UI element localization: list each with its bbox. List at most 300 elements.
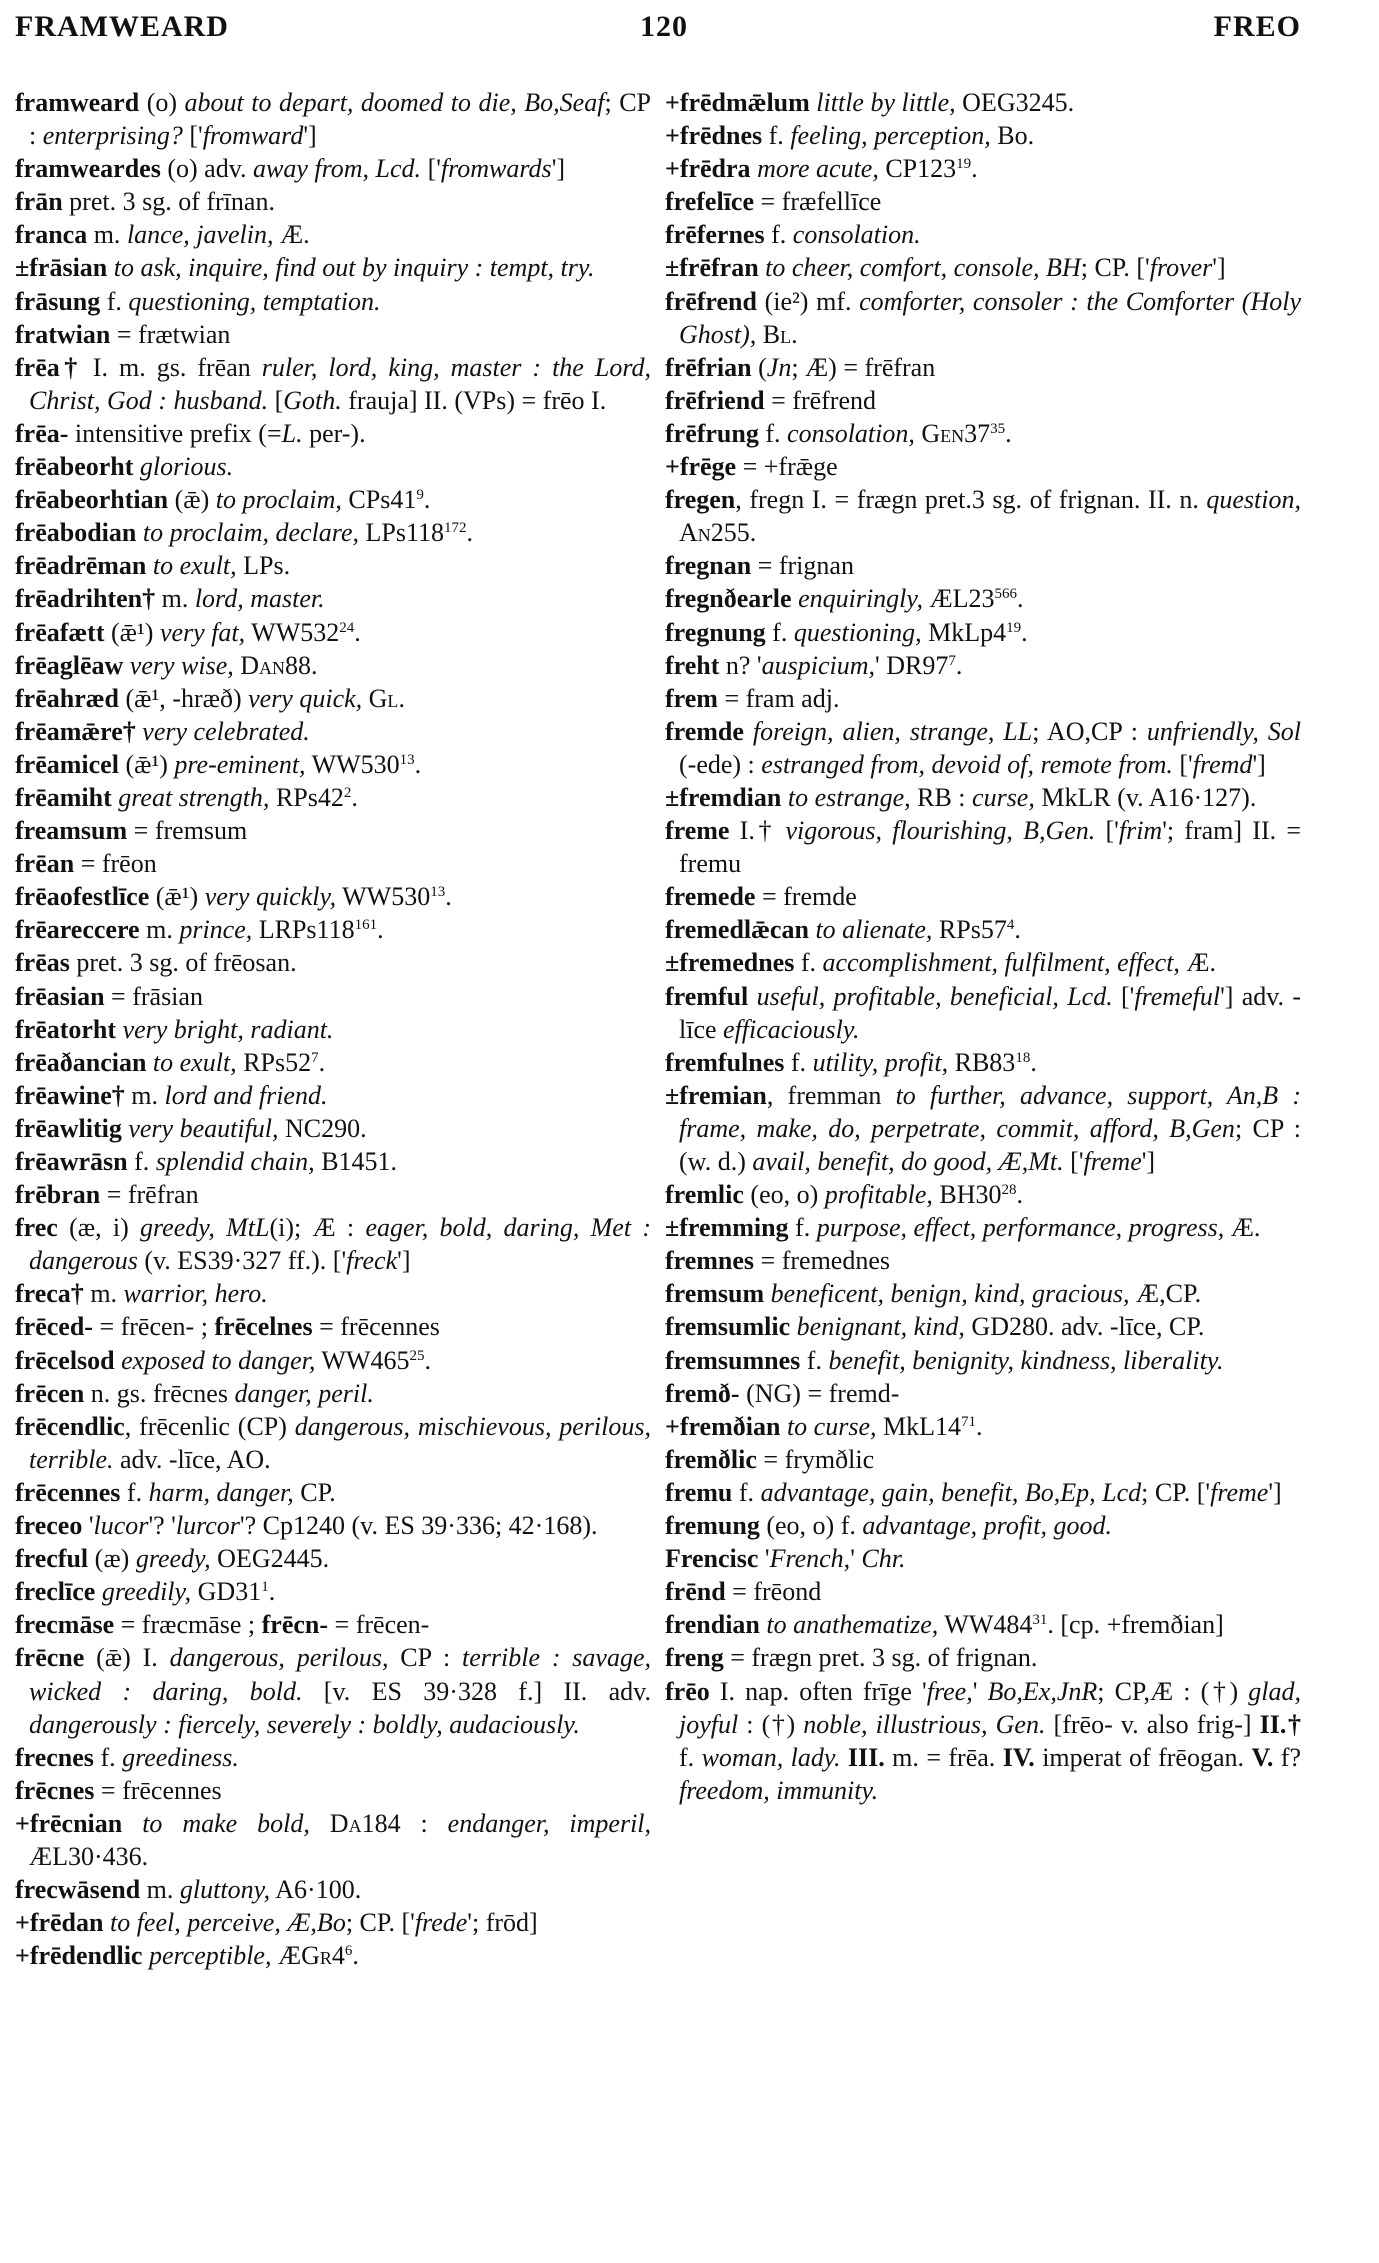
dictionary-entry [15, 682, 651, 715]
headword: frēawlitig [15, 1113, 122, 1143]
entry-text: B1451. [314, 1147, 398, 1176]
entry-text: '] adv. -līce [679, 981, 1302, 1044]
dictionary-entry [15, 483, 651, 516]
dictionary-entry [665, 185, 1301, 218]
entry-text: , fremman [766, 1080, 896, 1110]
dictionary-entry [665, 417, 1301, 450]
headword: +frēdra [665, 154, 751, 184]
entry-text: III. [847, 1742, 885, 1772]
entry-text: . [424, 1345, 431, 1375]
entry-text: ; CP : [29, 88, 651, 151]
headword: fregnðearle [665, 584, 792, 614]
dictionary-entry [15, 814, 651, 847]
headword: frēatorht [15, 1014, 117, 1044]
dictionary-entry [665, 450, 1301, 483]
headword: frēas [15, 948, 70, 978]
dictionary-entry [665, 218, 1301, 251]
headword: framweard [15, 88, 140, 117]
entry-text: 37 [964, 418, 991, 448]
entry-text: lord and friend. [164, 1080, 328, 1110]
entry-text: = frēcen- [328, 1610, 430, 1640]
headword: fremede [665, 882, 756, 912]
entry-text: LRPs118 [252, 915, 355, 945]
entry-text: estranged from, devoid of, remote from. [761, 749, 1173, 779]
superscript-ref: 28 [1001, 1182, 1017, 1199]
entry-text: (ǣ¹, -hræð) [118, 683, 249, 713]
entry-text: RB : [910, 782, 973, 812]
dictionary-entry [15, 1741, 651, 1774]
headword: frēareccere [15, 915, 140, 945]
entry-text: dangerous, perilous, [169, 1643, 389, 1673]
entry-text: f. [758, 418, 788, 448]
entry-text: dangerously : fiercely, severely : boldly, audaciously. [29, 1709, 580, 1739]
entry-text: comforter, consoler : the Comforter (Holy Ghost), [679, 286, 1301, 349]
right-column [665, 86, 1301, 1807]
entry-text: (v. ES39·327 ff.). [' [137, 1246, 347, 1276]
headword: franca [15, 220, 88, 250]
entry-text: adv. -līce, AO. [113, 1444, 271, 1474]
entry-text: f. [762, 121, 791, 151]
entry-text: m. [140, 1875, 180, 1905]
headword: fremsumnes [665, 1345, 801, 1375]
headword: fremung [665, 1511, 760, 1541]
entry-text: very beautiful, [128, 1113, 279, 1143]
headword: framweardes [15, 154, 161, 184]
headword: +frēdnes [665, 121, 763, 151]
headword: frēfrung [665, 418, 759, 448]
entry-text: accomplishment, fulfilment, effect, [822, 948, 1180, 978]
headword: freht [665, 650, 720, 680]
entry-text: (i); Æ : [269, 1213, 366, 1243]
dictionary-entry [15, 715, 651, 748]
entry-text: . [955, 650, 963, 680]
superscript-ref: 161 [354, 917, 378, 934]
entry-text: . [398, 683, 405, 713]
entry-text: dangerous, mischievous, perilous, terrible. [29, 1411, 651, 1474]
entry-text: to further, advance, support, An,B : frame, make, do, perpetrate, commit, afford, B,Gen [679, 1080, 1302, 1143]
entry-text: very bright, radiant. [122, 1014, 334, 1044]
entry-text: freme [1210, 1477, 1269, 1507]
dictionary-entry [15, 1575, 651, 1608]
headword: frecmāse [15, 1610, 115, 1640]
headword: frēabeorhtian [15, 485, 169, 515]
dictionary-entry [15, 1046, 651, 1079]
headword: frec [15, 1213, 58, 1243]
entry-text: fromwards [440, 154, 552, 184]
entry-text: = fræfellīce [754, 187, 882, 217]
headword: frēasian [15, 981, 105, 1011]
dictionary-entry [665, 285, 1301, 351]
dictionary-entry [665, 980, 1301, 1046]
superscript-ref: 19 [956, 156, 972, 173]
superscript-ref: 7 [948, 652, 956, 669]
dictionary-entry [665, 549, 1301, 582]
entry-text: consolation, [787, 418, 915, 448]
entry-text: freck [346, 1246, 398, 1276]
dictionary-entry [15, 1145, 651, 1178]
entry-text: to exult, [152, 551, 237, 581]
entry-text: CP123 [878, 154, 957, 184]
entry-text: f. [764, 220, 793, 250]
entry-text: useful, profitable, beneficial, Lcd. [756, 981, 1113, 1011]
dictionary-entry [15, 913, 651, 946]
entry-text: [' [421, 154, 441, 184]
entry-text: WW465 [315, 1345, 410, 1375]
entry-text: lord, master. [194, 584, 325, 614]
entry-text: m. = frēa. [884, 1742, 1003, 1772]
dictionary-entry [665, 1641, 1301, 1674]
entry-text: (NG) = fremd- [739, 1378, 900, 1408]
dictionary-entry [15, 185, 651, 218]
entry-text: greedy, [135, 1544, 211, 1574]
entry-text: A6·100. [270, 1875, 362, 1905]
entry-text: f. [127, 1147, 156, 1176]
dictionary-entry [15, 781, 651, 814]
entry-text: to make bold, [142, 1808, 310, 1838]
entry-text: ; CP. [' [1080, 253, 1150, 283]
entry-text: GD31 [191, 1577, 262, 1607]
entry-text: Goth. [283, 385, 342, 415]
entry-text: (-ede) : [679, 749, 762, 779]
dictionary-entry [665, 1211, 1301, 1244]
headword: frēfernes [665, 220, 765, 250]
headword: ±frāsian [15, 253, 108, 283]
entry-text: '] [1141, 1147, 1156, 1176]
dictionary-entry [665, 1410, 1301, 1443]
headword: frēcelsod [15, 1345, 115, 1375]
entry-text: ( [751, 352, 767, 382]
headword: fremfulnes [665, 1047, 785, 1077]
dictionary-entry [665, 1344, 1301, 1377]
entry-text: greediness. [122, 1742, 239, 1772]
left-column [15, 86, 651, 1972]
entry-text: Æ,CP. [1129, 1279, 1202, 1309]
headword: fremsumlic [665, 1312, 791, 1342]
dictionary-entry [15, 616, 651, 649]
headword: frēadrihten† [15, 584, 156, 614]
entry-text: Gen [921, 418, 965, 448]
entry-text: frauja] II. (VPs) = frēo I. [341, 385, 607, 415]
headword: frēan [15, 849, 75, 879]
entry-text: away from, Lcd. [253, 154, 422, 184]
headword: frēa† [15, 352, 82, 382]
entry-text: perceptible, [148, 1941, 272, 1971]
entry-text: consolation. [792, 220, 921, 250]
entry-text: French, [769, 1544, 851, 1574]
entry-text: benefit, benignity, kindness, liberality. [828, 1345, 1224, 1375]
entry-text: (ǣ) I. [84, 1643, 170, 1673]
entry-text: [' [1063, 1147, 1084, 1176]
entry-text: ' [758, 1544, 770, 1574]
superscript-ref: 566 [994, 586, 1018, 603]
entry-text: terrible : savage, wicked : daring, bold. [29, 1643, 651, 1706]
entry-text: to cheer, comfort, console, BH [765, 253, 1081, 283]
entry-text: RPs42 [269, 782, 344, 812]
entry-text: (ǣ¹) [104, 617, 160, 647]
entry-text: = fræcmāse ; [114, 1610, 262, 1640]
headword: frēced- [15, 1312, 93, 1342]
entry-text: '] [1268, 1477, 1282, 1507]
headword: freme [665, 816, 730, 846]
entry-text: f. [765, 617, 794, 647]
headword: frēamicel [15, 749, 119, 779]
entry-text: very quick, [248, 683, 363, 713]
entry-text: to anathematize, [766, 1610, 939, 1640]
entry-text: harm, danger, [148, 1477, 294, 1507]
entry-text: Da [329, 1808, 362, 1838]
entry-text: enquiringly, [798, 584, 924, 614]
headword: fremu [665, 1477, 733, 1507]
dictionary-entry [15, 1774, 651, 1807]
entry-text: WW530 [305, 749, 400, 779]
entry-text: very fat, [159, 617, 246, 647]
entry-text: auspicium, [761, 650, 876, 680]
entry-text: WW484 [938, 1610, 1033, 1640]
entry-text: = fram adj. [717, 683, 840, 713]
entry-text: frēcn- [261, 1610, 329, 1640]
entry-text: exposed to danger, [121, 1345, 316, 1375]
headword: fremðlic [665, 1444, 757, 1474]
entry-text: = fremsum [127, 816, 248, 846]
entry-text: . [cp. +fremðian] [1047, 1610, 1224, 1640]
entry-text: ; CP. [' [1141, 1477, 1211, 1507]
entry-text: '] [397, 1246, 411, 1276]
entry-text: ' DR97 [875, 650, 949, 680]
dictionary-entry [15, 1377, 651, 1410]
entry-text: pret. 3 sg. of frēosan. [69, 948, 297, 978]
entry-text: CPs41 [341, 485, 417, 515]
entry-text: m. [83, 1279, 124, 1309]
entry-text: feeling, perception, [790, 121, 991, 151]
entry-text: I.† [729, 816, 786, 846]
headword: frēaðancian [15, 1047, 147, 1077]
page-number: 120 [640, 10, 688, 43]
entry-text: very quickly, [204, 882, 337, 912]
dictionary-entry [15, 1608, 651, 1641]
entry-text: . [268, 1577, 276, 1607]
entry-text: question, [1206, 485, 1301, 515]
entry-text: enterprising? [42, 121, 183, 151]
headword: frēnd [665, 1577, 726, 1607]
dictionary-entry [15, 1178, 651, 1211]
entry-text: II.† [1259, 1709, 1301, 1739]
headword: frēawine† [15, 1080, 125, 1110]
entry-text: to feel, perceive, Æ,Bo [109, 1908, 346, 1938]
entry-text: '] [551, 154, 566, 184]
dictionary-entry [15, 946, 651, 979]
entry-text: = frignan [751, 551, 854, 581]
entry-text: . [318, 1047, 326, 1077]
superscript-ref: 18 [1015, 1049, 1031, 1066]
entry-text: f. [100, 286, 129, 316]
entry-text: f. [788, 1213, 817, 1243]
entry-text: warrior, hero. [123, 1279, 268, 1309]
entry-text: f? [1273, 1742, 1301, 1772]
running-head-left: FRAMWEARD [15, 10, 229, 43]
entry-text: greedily, [101, 1577, 192, 1607]
headword: ±fremdian [665, 782, 782, 812]
entry-text: . [352, 1941, 359, 1971]
entry-text: = frēcennes [312, 1312, 440, 1342]
entry-text [840, 1743, 847, 1772]
entry-text: ; CP,Æ : (†) [1097, 1676, 1249, 1706]
entry-text: woman, lady. [701, 1742, 841, 1772]
entry-text: prince, [179, 915, 253, 945]
entry-text: to exult, [152, 1047, 237, 1077]
headword: frefelīce [665, 187, 754, 217]
entry-text: to estrange, [787, 782, 911, 812]
entry-text: (ie²) mf. [756, 286, 860, 316]
dictionary-entry [665, 1575, 1301, 1608]
dictionary-entry [665, 119, 1301, 152]
entry-text: . [1021, 617, 1028, 647]
headword: freng [665, 1643, 724, 1673]
entry-text: RB83 [948, 1047, 1016, 1077]
entry-text: (eo, o) [743, 1180, 825, 1210]
headword: fregnung [665, 617, 766, 647]
dictionary-entry [15, 582, 651, 615]
entry-text: , frēcenlic (CP) [124, 1411, 295, 1441]
dictionary-entry [665, 880, 1301, 913]
headword: fregen [665, 485, 736, 515]
entry-text: [ [268, 385, 284, 415]
entry-text: = frēon [74, 849, 157, 879]
entry-text: [frēo- v. also frig-] [1045, 1709, 1260, 1739]
entry-text: f. [732, 1477, 761, 1507]
entry-text: OEG3245. [955, 88, 1075, 117]
entry-text: = +frǣge [736, 452, 838, 482]
entry-text: 255. [710, 518, 757, 548]
entry-text: f. [784, 1047, 813, 1077]
entry-text: (æ) [88, 1544, 136, 1574]
dictionary-entry [15, 285, 651, 318]
entry-text: frover [1149, 253, 1213, 283]
headword: Frencisc [665, 1544, 759, 1574]
entry-text: to ask, inquire, find out by inquiry : tempt, try. [113, 253, 595, 283]
entry-text: freme [1083, 1147, 1142, 1176]
entry-text: beneficent, benign, kind, gracious, [770, 1279, 1130, 1309]
dictionary-entry [665, 616, 1301, 649]
dictionary-entry [15, 516, 651, 549]
dictionary-entry [15, 980, 651, 1013]
entry-text: ; Æ) = frēfran [791, 352, 936, 382]
superscript-ref: 25 [409, 1347, 425, 1364]
entry-text: GD280. adv. -līce, CP. [964, 1312, 1205, 1342]
entry-text: 88. [285, 650, 318, 680]
entry-text: CP. [293, 1477, 336, 1507]
headword: frēawrāsn [15, 1147, 128, 1176]
dictionary-entry [15, 1509, 651, 1542]
dictionary-entry [15, 1873, 651, 1906]
dictionary-entry [665, 152, 1301, 185]
dictionary-entry [15, 1476, 651, 1509]
entry-text: : (†) [738, 1709, 804, 1739]
dictionary-entry [665, 1443, 1301, 1476]
entry-text: [' [1112, 981, 1135, 1011]
entry-text: . [423, 485, 431, 515]
headword: fremsum [665, 1279, 765, 1309]
dictionary-entry [15, 1906, 651, 1939]
headword: frendian [665, 1610, 760, 1640]
entry-text: (ǣ¹) [149, 882, 205, 912]
headword: freceo [15, 1511, 83, 1541]
entry-text: pret. 3 sg. of frīnan. [62, 187, 275, 217]
entry-text: BH30 [932, 1180, 1002, 1210]
entry-text: Bo. [990, 121, 1035, 151]
headword: fremnes [665, 1246, 755, 1276]
dictionary-entry [665, 781, 1301, 814]
dictionary-entry [665, 351, 1301, 384]
entry-text: to curse, [786, 1411, 877, 1441]
entry-text: L. [281, 418, 303, 448]
dictionary-entry [15, 1807, 651, 1873]
entry-text: , fregn I. = frægn pret.3 sg. of frignan. II. n. [735, 485, 1207, 515]
entry-text: ' [82, 1511, 94, 1541]
entry-text: ÆL30·436. [29, 1841, 149, 1871]
entry-text: = frætwian [110, 319, 231, 349]
headword: fremlic [665, 1180, 744, 1210]
entry-text: glad, joyful [679, 1676, 1301, 1739]
entry-text: to proclaim, declare, [142, 518, 359, 548]
superscript-ref: 35 [990, 420, 1006, 437]
headword: ±frēfran [665, 253, 759, 283]
entry-text: = frēcen- ; [92, 1312, 215, 1342]
entry-text: (æ, i) [57, 1213, 141, 1243]
entry-text: . [466, 518, 473, 548]
dictionary-entry [665, 582, 1301, 615]
entry-text: . [1005, 418, 1012, 448]
dictionary-entry [15, 1112, 651, 1145]
dictionary-entry [15, 1277, 651, 1310]
headword: frēamiht [15, 782, 112, 812]
entry-text: WW532 [245, 617, 340, 647]
dictionary-entry [15, 1211, 651, 1277]
entry-text: WW530 [336, 882, 431, 912]
dictionary-entry [665, 1046, 1301, 1079]
headword: frēabeorht [15, 452, 134, 482]
entry-text: '? ' [148, 1511, 176, 1541]
entry-text: RPs52 [236, 1047, 312, 1077]
entry-text: to proclaim, [215, 485, 342, 515]
entry-text: foreign, alien, strange, LL [752, 716, 1033, 746]
entry-text: (ǣ) [168, 485, 216, 515]
superscript-ref: 13 [399, 751, 415, 768]
entry-text: . [791, 319, 798, 349]
entry-text: f. [800, 1345, 829, 1375]
headword: frēbran [15, 1180, 101, 1210]
entry-text: lurcor [175, 1511, 240, 1541]
entry-text: 184 : [361, 1808, 448, 1838]
entry-text: avail, benefit, do good, Æ,Mt. [752, 1147, 1064, 1176]
entry-text: Gr [301, 1941, 332, 1971]
entry-text: benignant, kind, [796, 1312, 965, 1342]
entry-text: vigorous, flourishing, B,Gen. [785, 816, 1096, 846]
entry-text: unfriendly, Sol [1146, 716, 1301, 746]
entry-text: 4 [331, 1941, 345, 1971]
dictionary-entry [665, 715, 1301, 781]
superscript-ref: 6 [344, 1943, 353, 1960]
entry-text: [' [182, 121, 203, 151]
entry-text: danger, peril. [234, 1378, 374, 1408]
entry-text: Bl [762, 319, 792, 349]
entry-text: ' [850, 1544, 862, 1574]
headword: fregnan [665, 551, 752, 581]
dictionary-entry [665, 1310, 1301, 1343]
entry-text: questioning, [793, 617, 922, 647]
headword: frēo [665, 1676, 710, 1706]
entry-text: ruler, lord, king, master : the Lord, Christ, God : husband. [29, 352, 651, 415]
entry-text: efficaciously. [723, 1014, 860, 1044]
